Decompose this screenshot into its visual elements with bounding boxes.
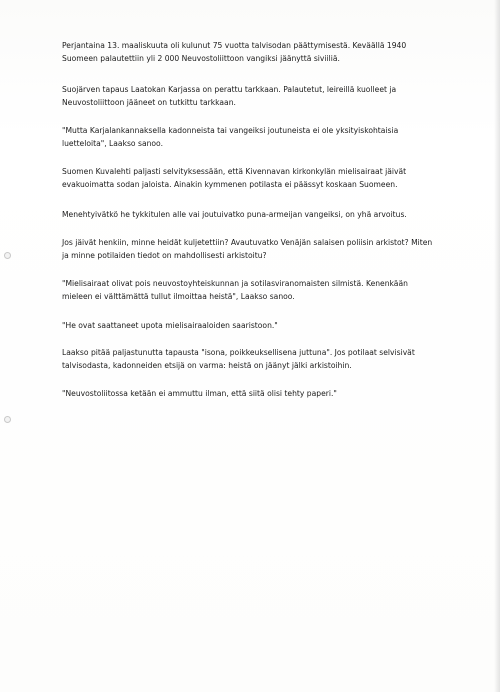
paragraph-line: "Mielisairaat olivat pois neuvostoyhteiskunnan ja sotilasviranomaisten silmistä. Kenenkään (62, 279, 408, 288)
paragraph-line: luetteloita", Laakso sanoo. (62, 138, 163, 148)
paragraph-line: mieleen ei välttämättä tullut ilmoittaa heistä", Laakso sanoo. (62, 291, 295, 301)
paragraph-line: evakuoimatta sodan jaloista. Ainakin kymmenen potilasta ei päässyt koskaan Suomeen. (62, 179, 398, 189)
paragraph-3 (62, 125, 462, 150)
paragraph-line: Suomen Kuvalehti paljasti selvityksessään, että Kivennavan kirkonkylän mielisairaat jäivät (62, 167, 407, 176)
page-edge-shadow (494, 0, 500, 692)
paragraph-8 (62, 320, 462, 333)
paragraph-5 (62, 209, 462, 222)
paragraph-line: Laakso pitää paljastunutta tapausta "isona, poikkeuksellisena juttuna". Jos potilaat selvisivät (62, 348, 415, 357)
paragraph-1 (62, 40, 462, 65)
paragraph-4 (62, 166, 462, 191)
paragraph-line: Menehtyivätkö he tykkitulen alle vai joutuivatko puna-armeijan vangeiksi, on yhä arvoitus. (62, 210, 407, 219)
paragraph-line: ja minne potilaiden tiedot on mahdollisesti arkistoitu? (62, 250, 267, 260)
paragraph-line: talvisodasta, kadonneiden etsijä on varma: heistä on jäänyt jälki arkistoihin. (62, 360, 352, 370)
punch-hole-mark (4, 252, 11, 259)
paragraph-line: "Mutta Karjalankannaksella kadonneista tai vangeiksi joutuneista ei ole yksityiskohtaisia (62, 126, 399, 135)
paragraph-line: "Neuvostoliitossa ketään ei ammuttu ilman, että siitä olisi tehty paperi." (62, 389, 337, 398)
paragraph-line: Jos jäivät henkiin, minne heidät kuljetettiin? Avautuvatko Venäjän salaisen poliisin arkistot? Miten (62, 238, 433, 247)
paragraph-line: "He ovat saattaneet upota mielisairaaloiden saaristoon." (62, 321, 278, 330)
paragraph-line: Neuvostoliittoon jääneet on tutkittu tarkkaan. (62, 97, 236, 107)
paragraph-6 (62, 237, 462, 262)
paragraph-2 (62, 84, 462, 109)
paragraph-10 (62, 388, 462, 401)
paragraph-line: Perjantaina 13. maaliskuuta oli kulunut 75 vuotta talvisodan päättymisestä. Keväällä 1940 (62, 41, 407, 50)
paragraph-7 (62, 278, 462, 303)
paragraph-line: Suojärven tapaus Laatokan Karjassa on perattu tarkkaan. Palautetut, leireillä kuolleet ja (62, 85, 397, 94)
punch-hole-mark (4, 416, 11, 423)
paragraph-9 (62, 347, 462, 372)
paragraph-line: Suomeen palautettiin yli 2 000 Neuvostoliittoon vangiksi jäänyttä siviiliä. (62, 53, 340, 63)
